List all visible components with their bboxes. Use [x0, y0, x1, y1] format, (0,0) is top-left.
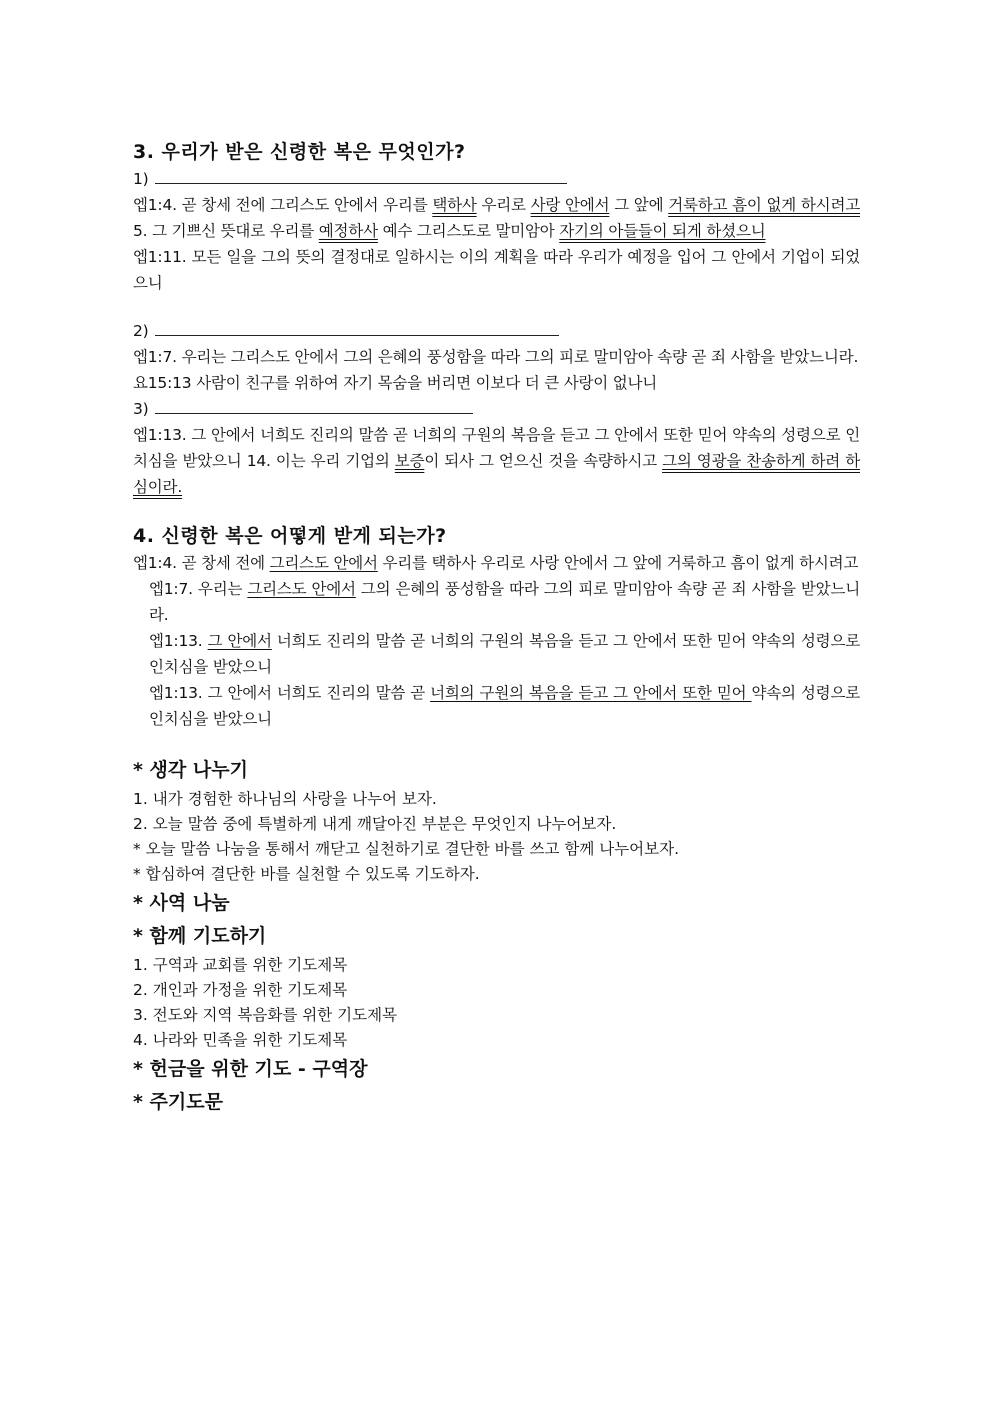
blank-item-1 — [133, 166, 860, 192]
verse-text: 엡1:4. 곧 창세 전에 — [133, 554, 270, 572]
verse-eph1-7: 엡1:7. 우리는 그리스도 안에서 그의 은혜의 풍성함을 따라 그의 피로 말미암아 속량 곧 죄 사함을 받았느니라. — [133, 348, 859, 366]
underlined-phrase: 그 안에서 — [207, 632, 272, 650]
underlined-phrase: 택하사 — [432, 196, 477, 214]
blank-item-2 — [133, 318, 860, 344]
underlined-phrase: 그리스도 안에서 — [247, 580, 356, 598]
sec4-verse-1 — [133, 550, 860, 576]
underlined-phrase: 자기의 아들들이 되게 하셨으니 — [559, 222, 766, 240]
spacer — [133, 732, 860, 754]
underlined-phrase: 보증 — [394, 452, 425, 470]
section-3-title: 3. 우리가 받은 신령한 복은 무엇인가? — [133, 141, 466, 163]
blank-line-1 — [155, 169, 567, 184]
verse-text: 5. 그 기쁘신 뜻대로 우리를 — [133, 222, 319, 240]
underlined-phrase: 그리스도 안에서 — [269, 554, 378, 572]
share-title: * 생각 나누기 — [133, 759, 248, 781]
verse-eph1-11: 엡1:11. 모든 일을 그의 뜻의 결정대로 일하시는 이의 계획을 따라 우리가 예정을 입어 그 안에서 기업이 되었으니 — [133, 248, 860, 292]
document-page — [133, 138, 860, 1119]
blank-item-3 — [133, 396, 860, 422]
verse-text: 예수 그리스도로 말미암아 — [377, 222, 560, 240]
offering-title: * 헌금을 위한 기도 - 구역장 — [133, 1058, 368, 1080]
spacer — [133, 500, 860, 522]
underlined-phrase: 그의 영광을 찬송하게 하려 하심이라. — [133, 452, 860, 496]
blank-item-1-label: 1) — [133, 170, 149, 188]
verse-text: 엡1:7. 우리는 — [149, 580, 248, 598]
verse-text: 엡1:4. 곧 창세 전에 그리스도 안에서 우리를 — [133, 196, 433, 214]
verse-text: 약속의 성령으로 인치심을 받았으니 — [149, 684, 860, 728]
verse-text: 우리를 택하사 우리로 사랑 안에서 그 앞에 거룩하고 흠이 없게 하시려고 — [377, 554, 859, 572]
verse-text: 이 되사 그 얻으신 것을 속량하시고 — [424, 452, 663, 470]
verse-text: 우리로 — [476, 196, 531, 214]
sec4-verse-2 — [133, 576, 860, 628]
underlined-phrase: 사랑 안에서 — [530, 196, 610, 214]
verse-john15-13: 요15:13 사람이 친구를 위하여 자기 목숨을 버리면 이보다 더 큰 사랑이 없나니 — [133, 374, 658, 392]
prayer-item: 4. 나라와 민족을 위한 기도제목 — [133, 1031, 348, 1049]
blank-line-2 — [155, 321, 559, 336]
blank-line-3 — [155, 399, 473, 414]
prayer-item: 1. 구역과 교회를 위한 기도제목 — [133, 956, 348, 974]
blank-item-3-label: 3) — [133, 400, 149, 418]
underlined-phrase: 너희의 구원의 복음을 듣고 그 안에서 또한 믿어 — [430, 684, 752, 702]
verse-text: 엡1:13. — [149, 632, 208, 650]
underlined-phrase: 거룩하고 흠이 없게 하시려고 — [668, 196, 860, 214]
verse-text: 엡1:13. 그 안에서 너희도 진리의 말씀 곧 너희의 구원의 복음을 듣고 그 안에서 또한 믿어 약속의 성령으로 인치심을 받았으니 14. 이는 우리 기업의 — [133, 426, 860, 470]
prayer-item: 2. 개인과 가정을 위한 기도제목 — [133, 981, 348, 999]
prayer-title: * 함께 기도하기 — [133, 925, 267, 947]
share-item: 1. 내가 경험한 하나님의 사랑을 나누어 보자. — [133, 790, 437, 808]
sec4-verse-3 — [133, 628, 860, 680]
lords-prayer-title: * 주기도문 — [133, 1091, 223, 1113]
share-item: * 오늘 말씀 나눔을 통해서 깨닫고 실천하기로 결단한 바를 쓰고 함께 나누어보자. — [133, 840, 680, 858]
blank-item-2-label: 2) — [133, 322, 149, 340]
verse-text: 너희도 진리의 말씀 곧 너희의 구원의 복음을 듣고 그 안에서 또한 믿어 약속의 성령으로 인치심을 받았으니 — [149, 632, 860, 676]
sec4-verse-4 — [133, 680, 860, 732]
verse-text: 그의 은혜의 풍성함을 따라 그의 피로 말미암아 속량 곧 죄 사함을 받았느니라. — [149, 580, 860, 624]
verse-text: 그 앞에 — [609, 196, 669, 214]
share-item: * 합심하여 결단한 바를 실천할 수 있도록 기도하자. — [133, 865, 480, 883]
spacer — [133, 296, 860, 318]
verse-eph1-13-14 — [133, 422, 860, 500]
ministry-title: * 사역 나눔 — [133, 892, 230, 914]
underlined-phrase: 예정하사 — [318, 222, 378, 240]
verse-eph1-4-5 — [133, 192, 860, 244]
share-item: 2. 오늘 말씀 중에 특별하게 내게 깨달아진 부분은 무엇인지 나누어보자. — [133, 815, 617, 833]
section-4-title: 4. 신령한 복은 어떻게 받게 되는가? — [133, 525, 447, 547]
prayer-item: 3. 전도와 지역 복음화를 위한 기도제목 — [133, 1006, 398, 1024]
verse-text: 엡1:13. 그 안에서 너희도 진리의 말씀 곧 — [149, 684, 431, 702]
